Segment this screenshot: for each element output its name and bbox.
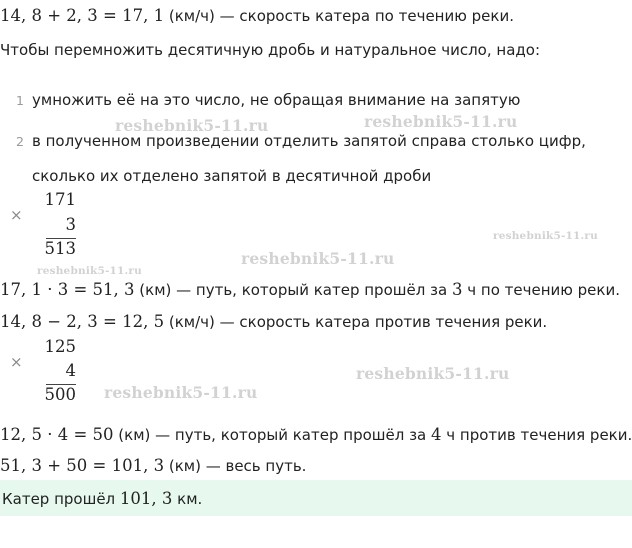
math-expression: 17, 1 · 3 = 51, 3 — [0, 280, 135, 299]
times-sign: × — [10, 353, 23, 371]
step-number: 1 — [16, 93, 24, 108]
answer-text: км. — [172, 490, 203, 508]
line-text: (км) — весь путь. — [164, 457, 307, 475]
line-text: (км/ч) — скорость катера по течению реки. — [164, 7, 514, 25]
line-text: (км/ч) — скорость катера против течения реки. — [164, 313, 548, 331]
multiplicand: 125 — [44, 337, 76, 356]
line-text: (км) — путь, который катер прошёл за — [113, 426, 432, 444]
step-text: в полученном произведении отделить запятой справа столько цифр, — [32, 132, 586, 150]
total-distance-line — [0, 456, 306, 475]
line-text: ч по течению реки. — [462, 281, 620, 299]
product: 513 — [44, 239, 76, 258]
speed-downstream-line — [0, 6, 514, 25]
answer-value: 101, 3 — [119, 489, 173, 508]
watermark: reshebnik5-11.ru — [493, 230, 598, 242]
math-expression: 14, 8 − 2, 3 = 12, 5 — [0, 312, 165, 331]
watermark: reshebnik5-11.ru — [356, 364, 510, 383]
watermark: reshebnik5-11.ru — [364, 112, 518, 131]
multiplier: 3 — [65, 215, 76, 234]
math-expression: 14, 8 + 2, 3 = 17, 1 — [0, 6, 165, 25]
multiplier: 4 — [65, 361, 76, 380]
step-text-continued: сколько их отделено запятой в десятичной дроби — [32, 167, 432, 185]
answer-box — [0, 480, 632, 516]
math-expression: 12, 5 · 4 = 50 — [0, 425, 114, 444]
line-text: (км) — путь, который катер прошёл за — [134, 281, 452, 299]
line-text: ч против течения реки. — [441, 426, 632, 444]
multiplicand: 171 — [44, 190, 76, 209]
watermark: reshebnik5-11.ru — [241, 249, 395, 268]
distance-downstream-line — [0, 280, 620, 299]
watermark: reshebnik5-11.ru — [115, 116, 269, 135]
answer-text: Катер прошёл — [2, 490, 120, 508]
product: 500 — [44, 385, 76, 404]
math-expression: 3 — [452, 280, 463, 299]
answer-line — [2, 489, 202, 508]
math-expression: 51, 3 + 50 = 101, 3 — [0, 456, 165, 475]
watermark: reshebnik5-11.ru — [104, 383, 258, 402]
math-expression: 4 — [431, 425, 442, 444]
rule-intro: Чтобы перемножить десятичную дробь и натуральное число, надо: — [0, 41, 540, 59]
times-sign: × — [10, 206, 23, 224]
step-text: умножить её на это число, не обращая внимание на запятую — [32, 91, 521, 109]
distance-upstream-line — [0, 425, 632, 444]
watermark: reshebnik5-11.ru — [37, 265, 142, 277]
step-number: 2 — [16, 134, 24, 149]
speed-upstream-line — [0, 312, 547, 331]
